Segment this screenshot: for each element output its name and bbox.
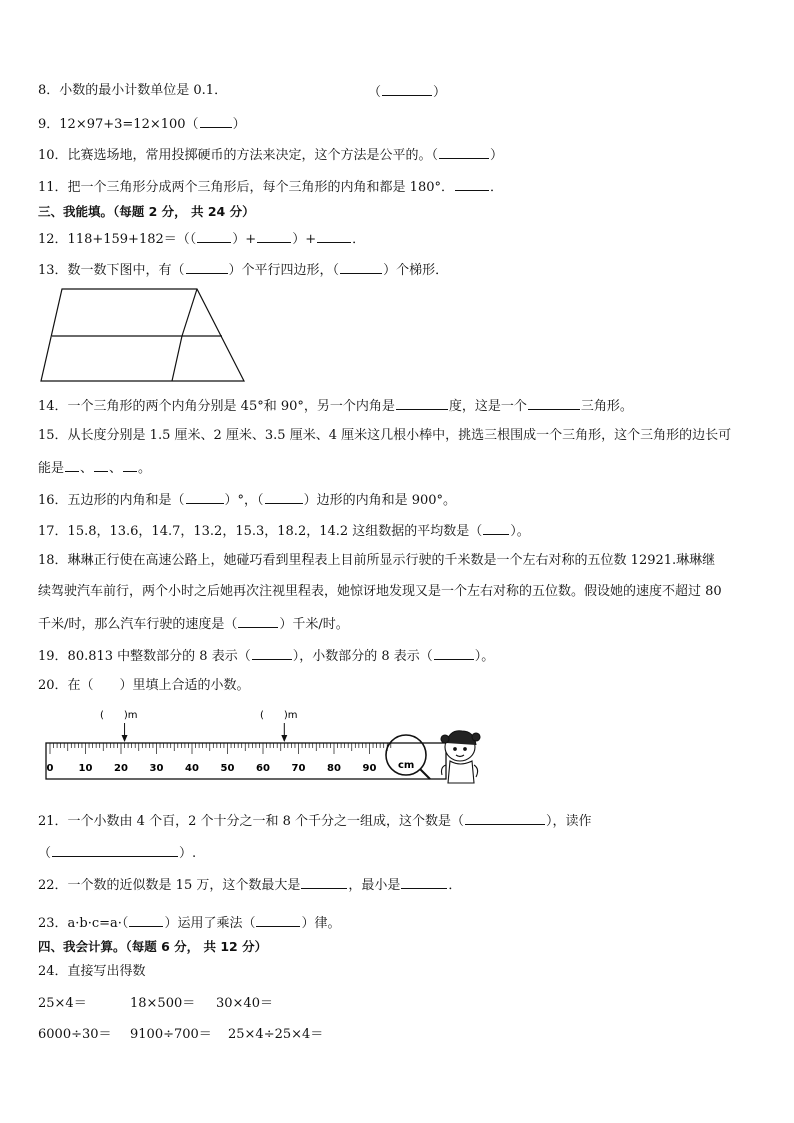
ruler-label-left: ( )m xyxy=(100,710,138,721)
ruler-figure xyxy=(38,705,488,797)
answer-blank[interactable] xyxy=(129,913,163,927)
answer-blank[interactable] xyxy=(257,229,291,243)
slanted-divider xyxy=(172,336,182,381)
question-20: 20．在（ ）里填上合适的小数。 xyxy=(38,678,250,693)
answer-blank[interactable] xyxy=(434,646,474,660)
answer-blank[interactable] xyxy=(382,82,432,96)
ruler-arrows xyxy=(122,723,288,742)
section-4-heading: 四、我会计算。（每题 6 分， 共 12 分） xyxy=(38,939,268,954)
question-18-line-1: 18．琳琳正行使在高速公路上，她碰巧看到里程表上目前所显示行驶的千米数是一个左右对称的五位数 12921.琳琳继 xyxy=(38,553,716,568)
ruler-label-right: ( )m xyxy=(260,710,298,721)
answer-blank[interactable] xyxy=(256,913,300,927)
question-16: 16．五边形的内角和是（ ）°，（ ）边形的内角和是 900°。 xyxy=(38,490,456,510)
answer-blank[interactable] xyxy=(528,396,580,410)
calc-item: 9100÷700＝ xyxy=(130,1027,212,1042)
answer-blank[interactable] xyxy=(455,177,489,191)
ruler-tick-label: 0 xyxy=(46,763,54,774)
question-18-line-2: 续驾驶汽车前行，两个小时之后她再次注视里程表，她惊讶地发现又是一个左右对称的五位数。假设她的速度不超过 80 xyxy=(38,584,722,599)
question-8 xyxy=(38,82,447,100)
ruler-tick-label: 90 xyxy=(362,763,377,774)
question-21-line-2: （ ）. xyxy=(38,843,196,863)
question-14: 14．一个三角形的两个内角分别是 45°和 90°，另一个内角是 度，这是一个 三角形。 xyxy=(38,396,633,416)
answer-blank[interactable] xyxy=(65,458,79,472)
answer-blank[interactable] xyxy=(94,458,108,472)
ruler-arrow-head xyxy=(281,735,287,742)
answer-blank[interactable] xyxy=(465,811,545,825)
answer-blank[interactable] xyxy=(265,490,303,504)
question-13: 13．数一数下图中，有（ ）个平行四边形，（ ）个梯形． xyxy=(38,260,448,280)
question-9: 9．12×97+3=12×100（ ） xyxy=(38,114,246,134)
ruler-tick-label: 80 xyxy=(327,763,341,774)
calc-item: 25×4÷25×4＝ xyxy=(228,1027,324,1042)
calc-item: 6000÷30＝ xyxy=(38,1027,112,1042)
answer-blank[interactable] xyxy=(396,396,448,410)
answer-blank[interactable] xyxy=(186,260,228,274)
question-23: 23．a·b·c=a·（ ）运用了乘法（ ）律。 xyxy=(38,913,340,933)
answer-blank[interactable] xyxy=(439,145,489,159)
question-text: 8．小数的最小计数单位是 0.1． xyxy=(38,83,228,98)
ruler-tick-label: 70 xyxy=(291,763,306,774)
calc-item: 25×4＝ xyxy=(38,996,87,1011)
answer-blank[interactable] xyxy=(483,521,509,535)
question-24: 24．直接写出得数 xyxy=(38,964,146,979)
question-12: 12．118+159+182＝（（ ）+ ）+ ． xyxy=(38,229,365,249)
answer-blank[interactable] xyxy=(197,229,231,243)
answer-blank[interactable] xyxy=(401,875,447,889)
ruler-unit: cm xyxy=(398,760,415,771)
answer-blank[interactable] xyxy=(186,490,224,504)
ruler-tick-label: 50 xyxy=(220,763,235,774)
answer-blank[interactable] xyxy=(238,614,278,628)
question-21-line-1: 21．一个小数由 4 个百，2 个十分之一和 8 个千分之一组成，这个数是（ ），读作 xyxy=(38,811,592,831)
question-18-line-3: 千米/时，那么汽车行驶的速度是（ ）千米/时。 xyxy=(38,614,349,634)
trapezoid-figure xyxy=(38,286,250,384)
section-3-heading: 三、我能填。（每题 2 分， 共 24 分） xyxy=(38,204,255,219)
question-19: 19．80.813 中整数部分的 8 表示（ ），小数部分的 8 表示（ ）。 xyxy=(38,646,494,666)
trapezoid-outline xyxy=(41,289,244,381)
answer-blank[interactable] xyxy=(317,229,351,243)
answer-blank[interactable] xyxy=(123,458,137,472)
question-11: 11．把一个三角形分成两个三角形后，每个三角形的内角和都是 180°． ． xyxy=(38,177,503,197)
question-15-line-1: 15．从长度分别是 1.5 厘米、2 厘米、3.5 厘米、4 厘米这几根小棒中，挑选三根围成一个三角形，这个三角形的边长可 xyxy=(38,428,732,443)
answer-paren: （ ） xyxy=(368,82,446,102)
answer-blank[interactable] xyxy=(52,843,178,857)
ruler-tick-label: 30 xyxy=(149,763,164,774)
girl-cartoon-icon xyxy=(441,731,480,783)
ruler-tick-label: 20 xyxy=(114,763,128,774)
question-10: 10．比赛选场地，常用投掷硬币的方法来决定，这个方法是公平的。（ ） xyxy=(38,145,503,165)
question-15-line-2: 能是 、 、 。 xyxy=(38,458,151,478)
ruler-tick-label: 60 xyxy=(256,763,270,774)
answer-blank[interactable] xyxy=(252,646,292,660)
ruler-body xyxy=(46,743,446,779)
question-22: 22．一个数的近似数是 15 万，这个数最大是 ，最小是 ． xyxy=(38,875,461,895)
ruler-tick-label: 10 xyxy=(78,763,93,774)
calc-item: 30×40＝ xyxy=(216,996,273,1011)
calc-item: 18×500＝ xyxy=(130,996,196,1011)
question-17: 17．15.8，13.6，14.7，13.2，15.3，18.2，14.2 这组数据的平均数是（ ）。 xyxy=(38,521,530,541)
answer-blank[interactable] xyxy=(301,875,347,889)
answer-blank[interactable] xyxy=(200,114,232,128)
answer-blank[interactable] xyxy=(340,260,382,274)
ruler-arrow-head xyxy=(122,735,128,742)
top-divider xyxy=(182,289,197,336)
ruler-tick-label: 40 xyxy=(185,763,199,774)
